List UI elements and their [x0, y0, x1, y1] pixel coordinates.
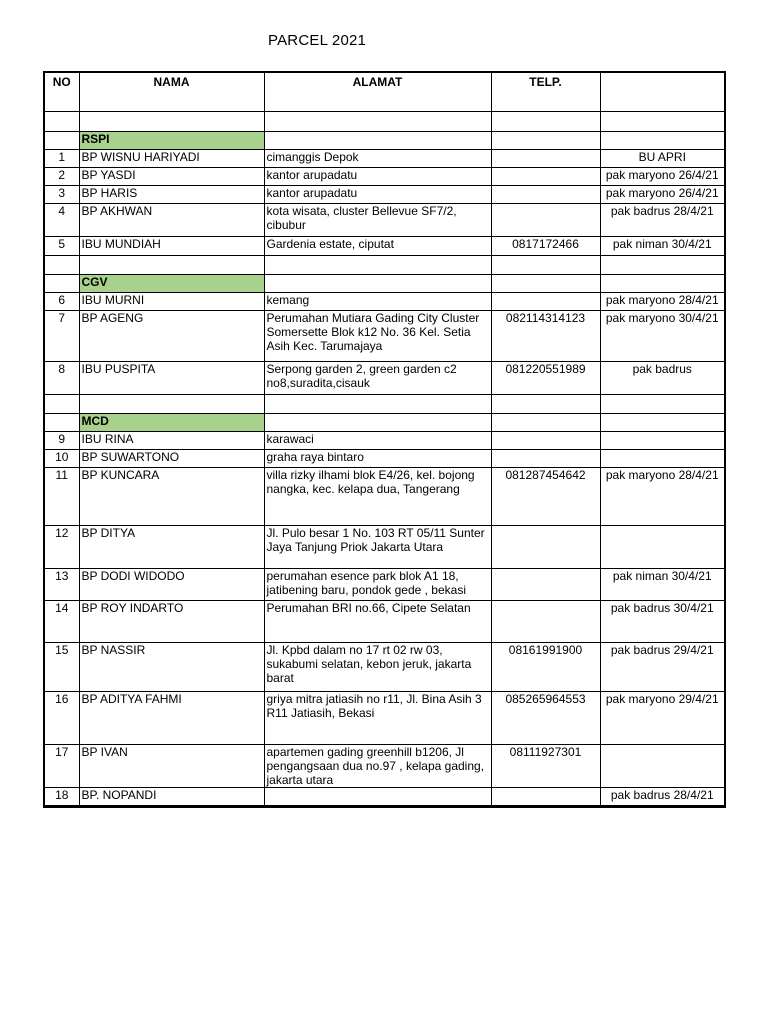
- empty-cell: [600, 274, 725, 292]
- empty-cell: [491, 131, 600, 149]
- section-row: [44, 413, 725, 431]
- table-row: [44, 236, 725, 255]
- empty-cell: [264, 131, 491, 149]
- recipient-phone: [491, 167, 600, 185]
- parcel-table: [43, 71, 726, 808]
- recipient-phone: [491, 185, 600, 203]
- table-row: [44, 292, 725, 310]
- recipient-name: BP HARIS: [79, 185, 264, 203]
- delivery-note: pak maryono 26/4/21: [600, 167, 725, 185]
- recipient-phone: [491, 787, 600, 805]
- row-number: 5: [44, 236, 79, 255]
- recipient-phone: 08111927301: [491, 744, 600, 787]
- recipient-phone: [491, 525, 600, 568]
- recipient-name: BP NASSIR: [79, 642, 264, 691]
- recipient-phone: [491, 568, 600, 600]
- empty-cell: [44, 394, 79, 413]
- section-label: RSPI: [79, 131, 264, 149]
- table-row: [44, 744, 725, 787]
- row-number: 6: [44, 292, 79, 310]
- recipient-address: apartemen gading greenhill b1206, Jl pengangsaan dua no.97 , kelapa gading, jakarta utara: [264, 744, 491, 787]
- table-row: [44, 691, 725, 744]
- row-number: 10: [44, 449, 79, 467]
- empty-cell: [264, 805, 491, 807]
- empty-cell: [491, 394, 600, 413]
- empty-cell: [44, 131, 79, 149]
- row-number: 3: [44, 185, 79, 203]
- recipient-address: Jl. Kpbd dalam no 17 rt 02 rw 03, sukabumi selatan, kebon jeruk, jakarta barat: [264, 642, 491, 691]
- recipient-address: kemang: [264, 292, 491, 310]
- recipient-phone: [491, 149, 600, 167]
- empty-cell: [491, 805, 600, 807]
- recipient-name: BP AGENG: [79, 310, 264, 361]
- table-row: [44, 203, 725, 236]
- table-row: [44, 642, 725, 691]
- table-row: [44, 449, 725, 467]
- recipient-address: karawaci: [264, 431, 491, 449]
- delivery-note: pak maryono 28/4/21: [600, 467, 725, 525]
- row-number: 2: [44, 167, 79, 185]
- delivery-note: pak maryono 26/4/21: [600, 185, 725, 203]
- delivery-note: pak badrus 28/4/21: [600, 787, 725, 805]
- delivery-note: pak maryono 28/4/21: [600, 292, 725, 310]
- row-number: 1: [44, 149, 79, 167]
- table-row: [44, 525, 725, 568]
- recipient-address: kantor arupadatu: [264, 167, 491, 185]
- delivery-note: BU APRI: [600, 149, 725, 167]
- section-label: MCD: [79, 413, 264, 431]
- recipient-address: Perumahan Mutiara Gading City Cluster Somersette Blok k12 No. 36 Kel. Setia Asih Kec. Tarumajaya: [264, 310, 491, 361]
- table-row: [44, 431, 725, 449]
- empty-cell: [264, 274, 491, 292]
- empty-cell: [491, 274, 600, 292]
- recipient-name: IBU MURNI: [79, 292, 264, 310]
- recipient-address: kantor arupadatu: [264, 185, 491, 203]
- row-number: 17: [44, 744, 79, 787]
- recipient-name: BP SUWARTONO: [79, 449, 264, 467]
- section-label: CGV: [79, 274, 264, 292]
- table-row: [44, 600, 725, 642]
- recipient-phone: 0817172466: [491, 236, 600, 255]
- section-row: [44, 274, 725, 292]
- blank-row: [44, 394, 725, 413]
- table-row: [44, 310, 725, 361]
- recipient-name: BP DITYA: [79, 525, 264, 568]
- empty-cell: [79, 111, 264, 131]
- empty-cell: [44, 805, 79, 807]
- recipient-address: cimanggis Depok: [264, 149, 491, 167]
- recipient-phone: [491, 449, 600, 467]
- recipient-name: BP IVAN: [79, 744, 264, 787]
- empty-cell: [264, 394, 491, 413]
- recipient-phone: [491, 203, 600, 236]
- empty-cell: [600, 394, 725, 413]
- recipient-address: perumahan esence park blok A1 18, jatibening baru, pondok gede , bekasi: [264, 568, 491, 600]
- recipient-name: BP AKHWAN: [79, 203, 264, 236]
- row-number: 8: [44, 361, 79, 394]
- recipient-address: kota wisata, cluster Bellevue SF7/2, cibubur: [264, 203, 491, 236]
- recipient-name: BP ROY INDARTO: [79, 600, 264, 642]
- recipient-name: IBU PUSPITA: [79, 361, 264, 394]
- col-header-nama: NAMA: [79, 72, 264, 111]
- empty-cell: [44, 255, 79, 274]
- empty-cell: [600, 131, 725, 149]
- empty-cell: [264, 255, 491, 274]
- empty-cell: [600, 111, 725, 131]
- recipient-phone: [491, 292, 600, 310]
- recipient-address: Gardenia estate, ciputat: [264, 236, 491, 255]
- recipient-phone: 081220551989: [491, 361, 600, 394]
- blank-row: [44, 111, 725, 131]
- row-number: 7: [44, 310, 79, 361]
- row-number: 16: [44, 691, 79, 744]
- empty-cell: [264, 111, 491, 131]
- col-header-alamat: ALAMAT: [264, 72, 491, 111]
- recipient-phone: [491, 600, 600, 642]
- recipient-address: griya mitra jatiasih no r11, Jl. Bina Asih 3 R11 Jatiasih, Bekasi: [264, 691, 491, 744]
- empty-cell: [491, 111, 600, 131]
- empty-cell: [79, 255, 264, 274]
- recipient-name: BP DODI WIDODO: [79, 568, 264, 600]
- recipient-address: Jl. Pulo besar 1 No. 103 RT 05/11 Sunter Jaya Tanjung Priok Jakarta Utara: [264, 525, 491, 568]
- empty-cell: [491, 413, 600, 431]
- recipient-name: BP. NOPANDI: [79, 787, 264, 805]
- delivery-note: pak badrus 30/4/21: [600, 600, 725, 642]
- delivery-note: [600, 744, 725, 787]
- empty-cell: [600, 413, 725, 431]
- delivery-note: [600, 449, 725, 467]
- table-row: [44, 361, 725, 394]
- table-row: [44, 149, 725, 167]
- empty-cell: [264, 413, 491, 431]
- delivery-note: pak badrus 28/4/21: [600, 203, 725, 236]
- recipient-address: [264, 787, 491, 805]
- recipient-phone: 082114314123: [491, 310, 600, 361]
- recipient-address: villa rizky ilhami blok E4/26, kel. bojong nangka, kec. kelapa dua, Tangerang: [264, 467, 491, 525]
- table-row: [44, 167, 725, 185]
- empty-cell: [79, 394, 264, 413]
- row-number: 18: [44, 787, 79, 805]
- delivery-note: pak niman 30/4/21: [600, 236, 725, 255]
- delivery-note: pak maryono 29/4/21: [600, 691, 725, 744]
- col-header-extra: [600, 72, 725, 111]
- recipient-phone: [491, 431, 600, 449]
- empty-cell: [44, 413, 79, 431]
- empty-cell: [44, 274, 79, 292]
- empty-cell: [44, 111, 79, 131]
- header-row: [44, 72, 725, 111]
- row-number: 14: [44, 600, 79, 642]
- blank-row: [44, 255, 725, 274]
- recipient-phone: 08161991900: [491, 642, 600, 691]
- recipient-address: Serpong garden 2, green garden c2 no8,suradita,cisauk: [264, 361, 491, 394]
- col-header-telp: TELP.: [491, 72, 600, 111]
- recipient-name: BP WISNU HARIYADI: [79, 149, 264, 167]
- delivery-note: pak badrus: [600, 361, 725, 394]
- recipient-name: BP KUNCARA: [79, 467, 264, 525]
- empty-cell: [491, 255, 600, 274]
- section-row: [44, 131, 725, 149]
- delivery-note: [600, 525, 725, 568]
- recipient-name: BP ADITYA FAHMI: [79, 691, 264, 744]
- recipient-phone: 085265964553: [491, 691, 600, 744]
- table-row: [44, 185, 725, 203]
- delivery-note: [600, 431, 725, 449]
- recipient-address: Perumahan BRI no.66, Cipete Selatan: [264, 600, 491, 642]
- row-number: 13: [44, 568, 79, 600]
- row-number: 9: [44, 431, 79, 449]
- row-number: 11: [44, 467, 79, 525]
- table-row: [44, 568, 725, 600]
- blank-row: [44, 805, 725, 807]
- recipient-name: IBU RINA: [79, 431, 264, 449]
- col-header-no: NO: [44, 72, 79, 111]
- recipient-name: IBU MUNDIAH: [79, 236, 264, 255]
- recipient-phone: 081287454642: [491, 467, 600, 525]
- row-number: 12: [44, 525, 79, 568]
- page-title: PARCEL 2021: [268, 32, 367, 49]
- recipient-name: BP YASDI: [79, 167, 264, 185]
- delivery-note: pak badrus 29/4/21: [600, 642, 725, 691]
- recipient-address: graha raya bintaro: [264, 449, 491, 467]
- empty-cell: [600, 805, 725, 807]
- empty-cell: [79, 805, 264, 807]
- delivery-note: pak maryono 30/4/21: [600, 310, 725, 361]
- delivery-note: pak niman 30/4/21: [600, 568, 725, 600]
- table-row: [44, 787, 725, 805]
- row-number: 4: [44, 203, 79, 236]
- row-number: 15: [44, 642, 79, 691]
- table-row: [44, 467, 725, 525]
- empty-cell: [600, 255, 725, 274]
